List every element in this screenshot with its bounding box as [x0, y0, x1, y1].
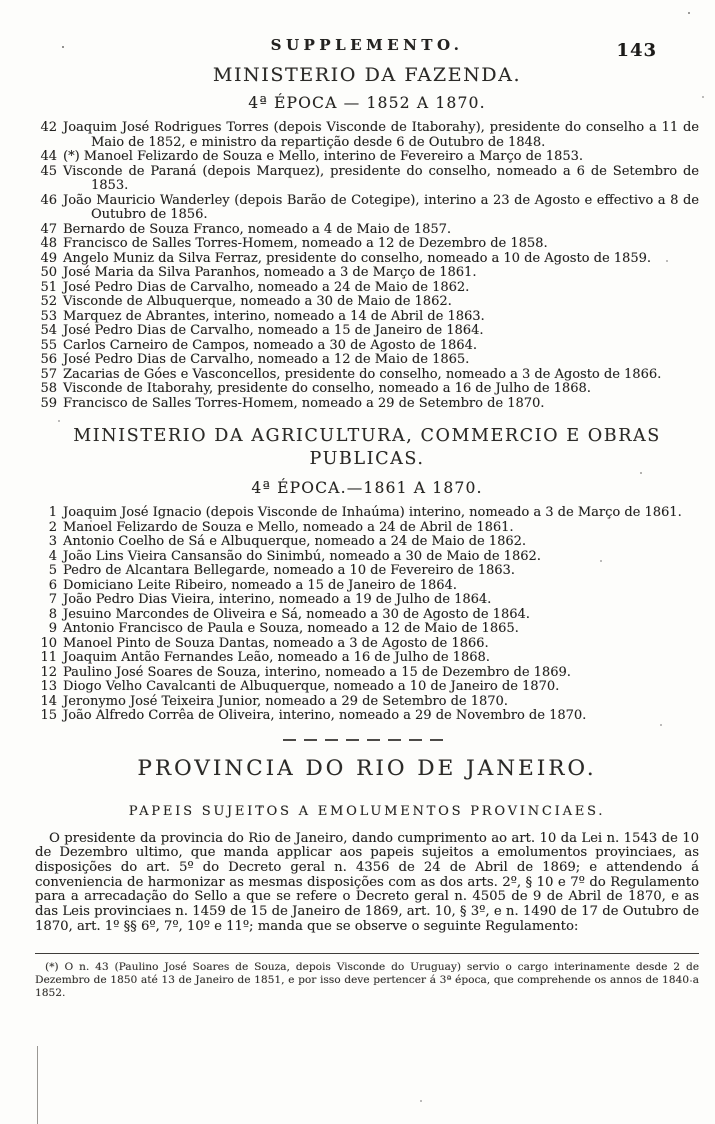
entry-number: 15 [40, 708, 57, 723]
entry-number: 5 [48, 563, 57, 578]
entry-text: José Pedro Dias de Carvalho, nomeado a 12 de Maio de 1865. [63, 352, 470, 367]
agricultura-epoch-subtitle: 4ª ÉPOCA.—1861 A 1870. [251, 479, 483, 497]
minister-entry [35, 622, 699, 637]
entry-text: José Maria da Silva Paranhos, nomeado a 3 de Março de 1861. [63, 265, 477, 280]
entry-text: Antonio Coelho de Sá e Albuquerque, nomeado a 24 de Maio de 1862. [63, 534, 527, 549]
entry-text: Angelo Muniz da Silva Ferraz, presidente do conselho, nomeado a 10 de Agosto de 1859. [63, 250, 651, 266]
entry-number: 10 [40, 635, 57, 651]
entry-text: José Pedro Dias de Carvalho, nomeado a 24 de Maio de 1862. [63, 279, 470, 295]
entry-text: Francisco de Salles Torres-Homem, nomeado a 12 de Dezembro de 1858. [63, 236, 548, 251]
entry-text: Joaquim José Rodrigues Torres (depois Visconde de Itaborahy), presidente do conselho a 11 de Maio de 1852, e ministro da repartição desde 6 de Outubro de 1848. [63, 120, 699, 150]
entry-text: João Mauricio Wanderley (depois Barão de Cotegipe), interino a 23 de Agosto e effectivo a 8 de Outubro de 1856. [63, 192, 699, 222]
minister-entry [35, 382, 699, 397]
minister-entry [35, 121, 699, 150]
minister-entry [35, 564, 699, 579]
scan-noise [0, 0, 2, 2]
decree-paragraph: O presidente da provincia do Rio de Janeiro, dando cumprimento ao art. 10 da Lei n. 1543 de 10 de Dezembro ultimo, que manda applicar aos papeis sujeitos a emolumentos provinciaes, as disposições do art. 5º do Decreto geral n. 4356 de 24 de Abril de 1869; e attendendo á conveniencia de harmonizar as mesmas disposições com as dos arts. 2º, § 10 e 7º do Regulamento para a arrecadação do Sello a que se refere o Decreto geral n. 4505 de 9 de Abril de 1870, e as das Leis provinciaes n. 1459 de 15 de Janeiro de 1869, art. 10, § 3º, e n. 1490 de 17 de Outubro de 1870, art. 1º §§ 6º, 7º, 10º e 11º; manda que se observe o seguinte Regulamento: [35, 830, 699, 934]
entry-number: 3 [48, 534, 57, 549]
entry-number: 14 [40, 693, 57, 709]
agricultura-section-title: MINISTERIO DA AGRICULTURA, COMMERCIO E OBRAS PUBLICAS. [73, 426, 661, 469]
minister-entry [35, 281, 699, 296]
entry-number: 48 [40, 236, 57, 251]
minister-entry [35, 535, 699, 550]
entry-text: Domiciano Leite Ribeiro, nomeado a 15 de Janeiro de 1864. [63, 577, 457, 593]
entry-text: Joaquim Antão Fernandes Leão, nomeado a 16 de Julho de 1868. [63, 650, 490, 665]
entry-number: 8 [48, 606, 57, 622]
minister-entry [35, 709, 699, 724]
entry-number: 52 [40, 294, 57, 309]
minister-entry [35, 550, 699, 565]
entry-number: 7 [48, 592, 57, 607]
minister-entry [35, 295, 699, 310]
minister-entry [35, 651, 699, 666]
page-edge-artifact [37, 1046, 38, 1124]
minister-entry [35, 237, 699, 252]
entry-number: 6 [48, 577, 57, 593]
minister-entry [35, 593, 699, 608]
entry-number: 55 [40, 337, 57, 353]
entry-number: 45 [40, 163, 57, 179]
minister-entry [35, 397, 699, 412]
entry-number: 56 [40, 352, 57, 367]
entry-text: José Pedro Dias de Carvalho, nomeado a 15 de Janeiro de 1864. [63, 323, 484, 338]
minister-entry [35, 150, 699, 165]
minister-entry [35, 266, 699, 281]
entry-number: 47 [40, 221, 57, 237]
entry-text: Carlos Carneiro de Campos, nomeado a 30 de Agosto de 1864. [63, 337, 477, 353]
minister-entry [35, 579, 699, 594]
entry-number: 57 [40, 366, 57, 382]
footnote-rule [35, 953, 699, 954]
entry-number: 58 [40, 381, 57, 396]
entry-text: João Pedro Dias Vieira, interino, nomeado a 19 de Julho de 1864. [63, 592, 492, 607]
entry-number: 11 [40, 650, 57, 665]
minister-entry [35, 695, 699, 710]
section-divider-rule [283, 739, 451, 741]
entry-text: Antonio Francisco de Paula e Souza, nomeado a 12 de Maio de 1865. [63, 621, 519, 636]
fazenda-section-title: MINISTERIO DA FAZENDA. [212, 64, 522, 86]
minister-entry [35, 353, 699, 368]
entry-number: 2 [48, 519, 57, 535]
entry-text: Francisco de Salles Torres-Homem, nomeado a 29 de Setembro de 1870. [63, 395, 545, 411]
fazenda-epoch-subtitle: 4ª ÉPOCA — 1852 A 1870. [248, 94, 486, 112]
minister-entry [35, 165, 699, 194]
page-number: 143 [616, 40, 657, 61]
minister-entry [35, 680, 699, 695]
minister-entry [35, 252, 699, 267]
provincia-section-title: PROVINCIA DO RIO DE JANEIRO. [137, 755, 597, 781]
entry-number: 13 [40, 679, 57, 694]
fazenda-minister-list [35, 121, 699, 411]
entry-text: Diogo Velho Cavalcanti de Albuquerque, nomeado a 10 de Janeiro de 1870. [63, 679, 560, 694]
minister-entry [35, 368, 699, 383]
entry-text: Jesuino Marcondes de Oliveira e Sá, nomeado a 30 de Agosto de 1864. [63, 606, 530, 622]
entry-text: Joaquim José Ignacio (depois Visconde de Inhaúma) interino, nomeado a 3 de Março de 1861. [63, 505, 682, 520]
entry-number: 42 [40, 120, 57, 135]
minister-entry [35, 506, 699, 521]
entry-text: (*) Manoel Felizardo de Souza e Mello, interino de Fevereiro a Março de 1853. [63, 149, 583, 164]
entry-number: 51 [40, 279, 57, 295]
entry-number: 9 [48, 621, 57, 636]
minister-entry [35, 223, 699, 238]
entry-text: Jeronymo José Teixeira Junior, nomeado a 29 de Setembro de 1870. [63, 693, 508, 709]
entry-number: 4 [48, 548, 57, 564]
entry-text: Bernardo de Souza Franco, nomeado a 4 de Maio de 1857. [63, 221, 452, 237]
entry-text: Pedro de Alcantara Bellegarde, nomeado a 10 de Fevereiro de 1863. [63, 563, 515, 578]
entry-number: 54 [40, 323, 57, 338]
minister-entry [35, 339, 699, 354]
entry-text: Manoel Pinto de Souza Dantas, nomeado a 3 de Agosto de 1866. [63, 635, 489, 651]
provincia-subtitle: PAPEIS SUJEITOS A EMOLUMENTOS PROVINCIAES. [128, 803, 606, 819]
entry-text: João Alfredo Corrêa de Oliveira, interino, nomeado a 29 de Novembro de 1870. [63, 708, 587, 723]
minister-entry [35, 666, 699, 681]
entry-number: 49 [40, 250, 57, 266]
entry-number: 53 [40, 308, 57, 324]
entry-number: 1 [48, 505, 57, 520]
masthead [35, 34, 699, 60]
minister-entry [35, 521, 699, 536]
entry-number: 50 [40, 265, 57, 280]
minister-entry [35, 324, 699, 339]
entry-number: 12 [40, 664, 57, 680]
minister-entry [35, 310, 699, 325]
minister-entry [35, 637, 699, 652]
minister-entry [35, 194, 699, 223]
entry-text: Zacarias de Góes e Vasconcellos, presidente do conselho, nomeado a 3 de Agosto de 1866. [63, 366, 662, 382]
entry-number: 46 [40, 192, 57, 208]
footnote-text: (*) O n. 43 (Paulino José Soares de Souza, depois Visconde do Uruguay) servio o cargo interinamente desde 2 de Dezembro de 1850 até 13 de Janeiro de 1851, e por isso deve pertencer á 3ª época, que comprehende os annos de 1840 a 1852. [35, 961, 699, 1000]
agricultura-minister-list [35, 506, 699, 724]
entry-text: Marquez de Abrantes, interino, nomeado a 14 de Abril de 1863. [63, 308, 485, 324]
entry-text: Paulino José Soares de Souza, interino, nomeado a 15 de Dezembro de 1869. [63, 664, 571, 680]
entry-number: 59 [40, 395, 57, 411]
running-title: SUPPLEMENTO. [270, 36, 464, 54]
minister-entry [35, 608, 699, 623]
entry-number: 44 [40, 149, 57, 164]
entry-text: João Lins Vieira Cansansão do Sinimbú, nomeado a 30 de Maio de 1862. [63, 548, 541, 564]
entry-text: Visconde de Paraná (depois Marquez), presidente do conselho, nomeado a 6 de Setembro de 1853. [63, 163, 699, 193]
entry-text: Visconde de Albuquerque, nomeado a 30 de Maio de 1862. [63, 294, 452, 309]
entry-text: Visconde de Itaborahy, presidente do conselho, nomeado a 16 de Julho de 1868. [63, 381, 591, 396]
entry-text: Manoel Felizardo de Souza e Mello, nomeado a 24 de Abril de 1861. [63, 519, 514, 535]
